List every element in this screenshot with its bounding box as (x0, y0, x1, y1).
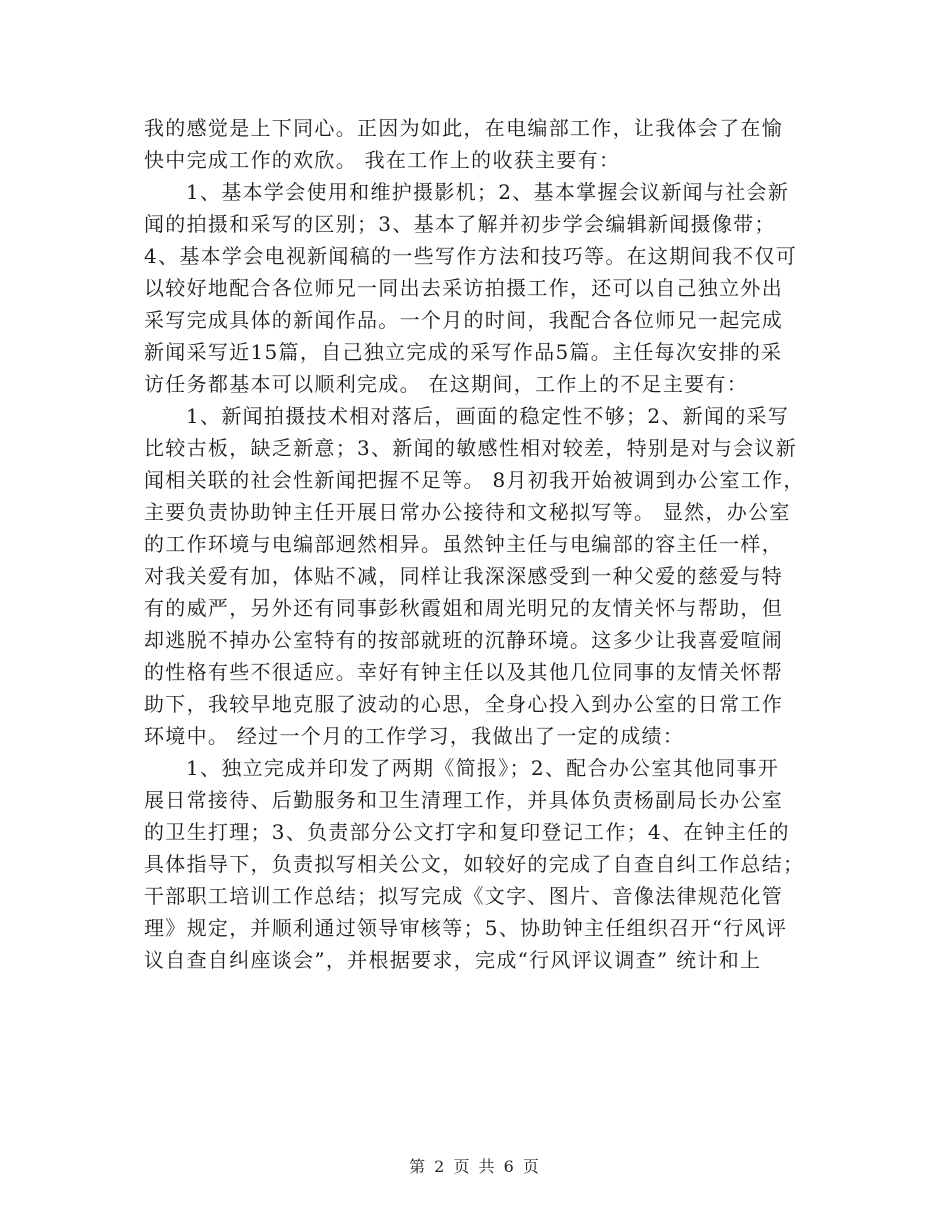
text-line: 主要负责协助钟主任开展日常办公接待和文秘拟写等。 显然，办公室 (144, 500, 791, 524)
text-line: 1、基本学会使用和维护摄影机；2、基本掌握会议新闻与社会新 (186, 180, 790, 204)
text-line: 却逃脱不掉办公室特有的按部就班的沉静环境。这多少让我喜爱喧闹 (144, 628, 783, 652)
text-line: 新闻采写近15篇，自己独立完成的采写作品5篇。主任每次安排的采 (144, 340, 783, 364)
text-line: 1、独立完成并印发了两期《简报》；2、配合办公室其他同事开 (186, 756, 780, 780)
text-line: 4、基本学会电视新闻稿的一些写作方法和技巧等。在这期间我不仅可 (144, 244, 798, 268)
text-line: 采写完成具体的新闻作品。一个月的时间，我配合各位师兄一起完成 (144, 308, 783, 332)
document-body (144, 112, 809, 976)
text-line: 的卫生打理；3、负责部分公文打字和复印登记工作；4、在钟主任的 (144, 820, 790, 844)
text-line: 的工作环境与电编部迥然相异。虽然钟主任与电编部的容主任一样， (144, 532, 783, 556)
text-line: 闻相关联的社会性新闻把握不足等。 8月初我开始被调到办公室工作， (144, 468, 805, 492)
text-line: 理》规定，并顺利通过领导审核等；5、协助钟主任组织召开“行风评 (144, 916, 788, 940)
text-line: 快中完成工作的欢欣。 我在工作上的收获主要有： (144, 148, 621, 172)
text-line: 闻的拍摄和采写的区别；3、基本了解并初步学会编辑新闻摄像带； (144, 212, 776, 236)
text-line: 我的感觉是上下同心。正因为如此，在电编部工作，让我体会了在愉 (144, 116, 783, 140)
text-line: 议自查自纠座谈会”，并根据要求，完成“行风评议调查” 统计和上 (144, 948, 762, 972)
text-line: 访任务都基本可以顺利完成。 在这期间，工作上的不足主要有： (144, 372, 749, 396)
text-line: 环境中。 经过一个月的工作学习，我做出了一定的成绩： (144, 724, 685, 748)
text-line: 展日常接待、后勤服务和卫生清理工作，并具体负责杨副局长办公室 (144, 788, 783, 812)
text-line: 的性格有些不很适应。幸好有钟主任以及其他几位同事的友情关怀帮 (144, 660, 783, 684)
text-line: 具体指导下，负责拟写相关公文，如较好的完成了自查自纠工作总结； (144, 852, 805, 876)
text-line: 1、新闻拍摄技术相对落后，画面的稳定性不够；2、新闻的采写 (186, 404, 790, 428)
text-line: 有的威严，另外还有同事彭秋霞姐和周光明兄的友情关怀与帮助，但 (144, 596, 783, 620)
text-line: 以较好地配合各位师兄一同出去采访拍摄工作，还可以自己独立外出 (144, 276, 783, 300)
text-line: 比较古板，缺乏新意；3、新闻的敏感性相对较差，特别是对与会议新 (144, 436, 798, 460)
page-number-footer: 第 2 页 共 6 页 (409, 1157, 541, 1176)
text-line: 对我关爱有加，体贴不减，同样让我深深感受到一种父爱的慈爱与特 (144, 564, 783, 588)
text-line: 助下，我较早地克服了波动的心思，全身心投入到办公室的日常工作 (144, 692, 783, 716)
text-line: 干部职工培训工作总结；拟写完成《文字、图片、音像法律规范化管 (144, 884, 783, 908)
